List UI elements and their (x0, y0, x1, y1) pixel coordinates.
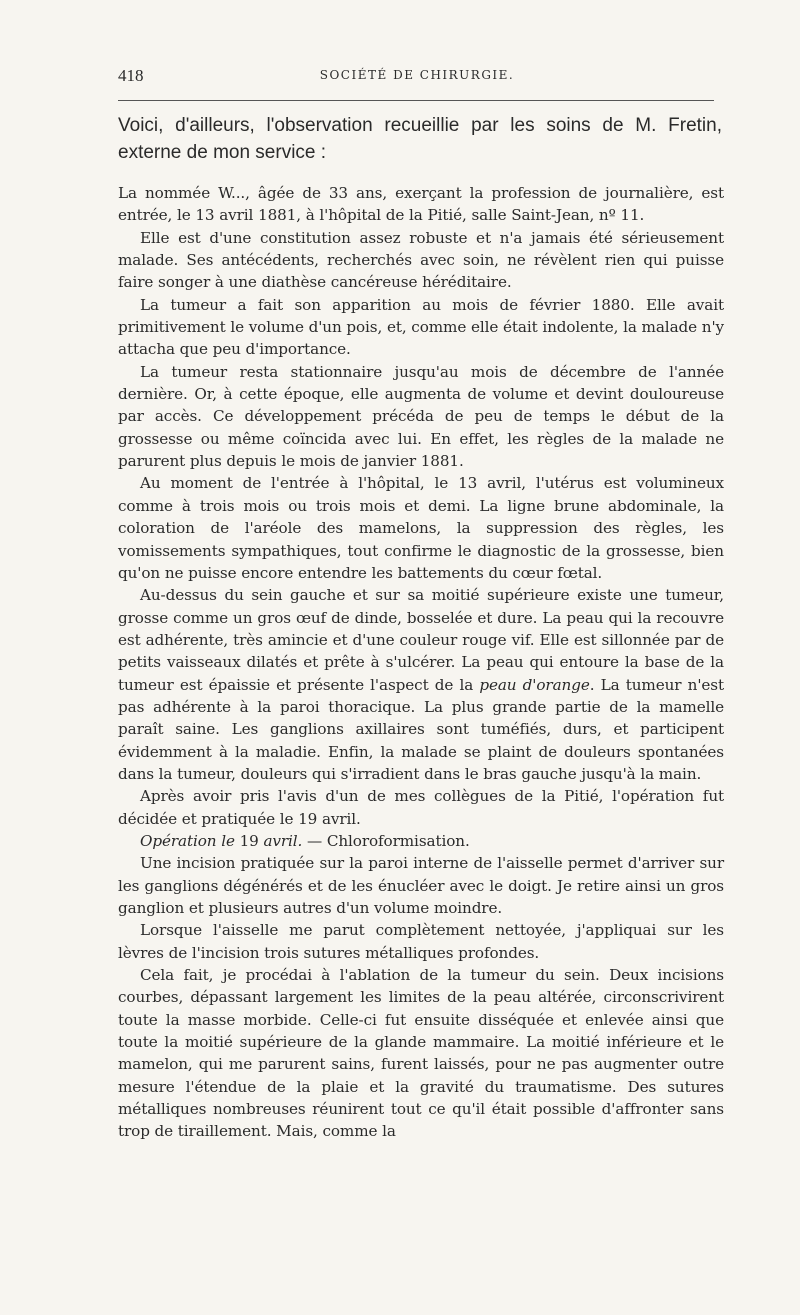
running-head (118, 66, 716, 88)
peau-orange-term: peau d'orange (479, 675, 590, 694)
operation-anesthesia: — Chloroformisation. (302, 831, 470, 850)
paragraph-decision: Après avoir pris l'avis d'un de mes collègues de la Pitié, l'opération fut décidée et pratiquée le 19 avril. (118, 787, 724, 828)
journal-title: SOCIÉTÉ DE CHIRURGIE. (319, 68, 515, 82)
paragraph-tumor-description (118, 584, 724, 785)
tumor-text-a: Au-dessus du sein gauche et sur sa moitié supérieure existe une tumeur, grosse comme un gros œuf de dinde, bosselée et dure. La peau qui la recouvre est adhérente, très amincie et d'une couleur rouge vif. Elle est sillonnée par de petits vaisseaux dilatés et prête à s'ulcérer. La peau qui entoure la base de la tumeur est épaissie et présente l'aspect de la (118, 586, 724, 694)
paragraph-sutures: Lorsque l'aisselle me parut complètement nettoyée, j'appliquai sur les lèvres de l'incision trois sutures métalliques profondes. (118, 921, 724, 962)
paragraph-growth: La tumeur resta stationnaire jusqu'au mois de décembre de l'année dernière. Or, à cette époque, elle augmenta de volume et devint douloureuse par accès. Ce développement précéda de peu de temps le début de la grossesse ou même coïncida avec lui. En effet, les règles de la malade ne parurent plus depuis le mois de janvier 1881. (118, 362, 724, 471)
operation-day: 19 (234, 831, 264, 850)
operation-month: avril. (263, 831, 303, 850)
paragraph-ablation: Cela fait, je procédai à l'ablation de la tumeur du sein. Deux incisions courbes, dépassant largement les limites de la peau altérée, circonscrivirent toute la masse morbide. Celle-ci fut ensuite disséquée et enlevée ainsi que toute la moitié supérieure de la glande mammaire. La moitié inférieure et le mamelon, qui me parurent sains, furent laissés, pour ne pas augmenter outre mesure l'étendue de la plaie et la gravité du traumatisme. Des sutures métalliques nombreuses réunirent tout ce qu'il était possible d'affronter sans trop de tiraillement. Mais, comme la (118, 966, 724, 1141)
header-rule (118, 100, 714, 101)
paragraph-constitution: Elle est d'une constitution assez robuste et n'a jamais été sérieusement malade. Ses antécédents, recherchés avec soin, ne révèlent rien qui puisse faire songer à une diathèse cancéreuse héréditaire. (118, 228, 724, 292)
observation-text (118, 182, 724, 1143)
paragraph-incision: Une incision pratiquée sur la paroi interne de l'aisselle permet d'arriver sur les ganglions dégénérés et de les énucléer avec le doigt. Je retire ainsi un gros ganglion et plusieurs autres d'un volume moindre. (118, 854, 724, 917)
operation-label: Opération le (140, 831, 235, 850)
paragraph-admission: Au moment de l'entrée à l'hôpital, le 13 avril, l'utérus est volumineux comme à trois mois ou trois mois et demi. La ligne brune abdominale, la coloration de l'aréole des mamelons, la suppression des règles, les vomissements sympathiques, tout confirme le diagnostic de la grossesse, bien qu'on ne puisse encore entendre les battements du cœur fœtal. (118, 474, 724, 582)
page-number: 418 (118, 66, 144, 85)
paragraph-onset: La tumeur a fait son apparition au mois de février 1880. Elle avait primitivement le volume d'un pois, et, comme elle était indolente, la malade n'y attacha que peu d'importance. (118, 295, 724, 359)
paragraph-operation-heading (118, 830, 724, 852)
intro-paragraph: Voici, d'ailleurs, l'observation recueillie par les soins de M. Fretin, externe de mon service : (118, 115, 722, 163)
tumor-text-b: . La tumeur n'est pas adhérente à la paroi thoracique. La plus grande partie de la mamelle paraît saine. Les ganglions axillaires sont tuméfiés, durs, et participent évidemment à la maladie. Enfin, la malade se plaint de douleurs spontanées dans la tumeur, douleurs qui s'irradient dans le bras gauche jusqu'à la main. (118, 675, 724, 783)
paragraph-patient: La nommée W..., âgée de 33 ans, exerçant la profession de journalière, est entrée, le 13 avril 1881, à l'hôpital de la Pitié, salle Saint-Jean, nº 11. (118, 184, 724, 225)
